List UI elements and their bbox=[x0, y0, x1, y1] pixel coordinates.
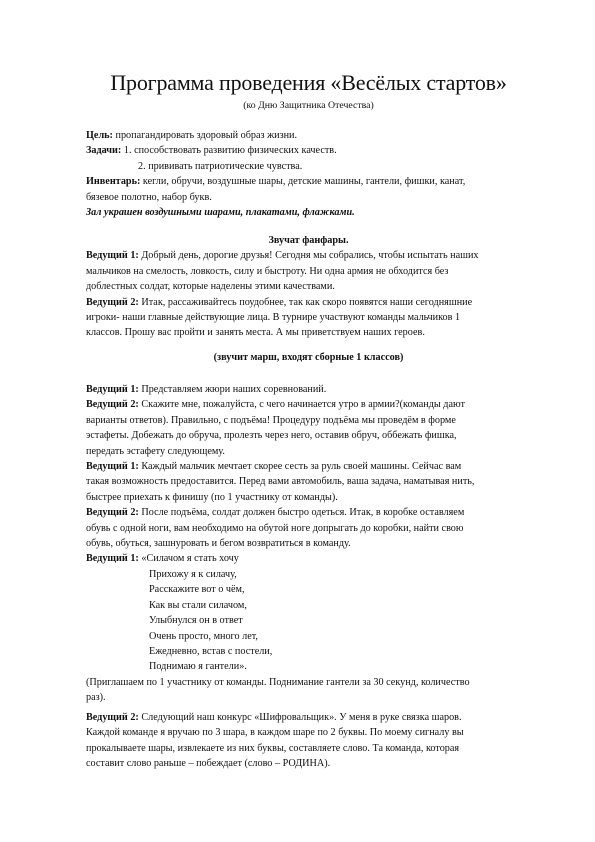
speech-6 bbox=[86, 505, 531, 520]
speech-5 bbox=[86, 459, 531, 474]
hall-note: Зал украшен воздушными шарами, плакатами, флажками. bbox=[86, 207, 355, 219]
fanfare-section bbox=[86, 233, 531, 341]
speech-8-line-4: составит слово раньше – побеждает (слово – РОДИНА). bbox=[86, 758, 331, 770]
host-1-label: Ведущий 1: bbox=[86, 384, 139, 395]
dumbbell-note-line-2: раз). bbox=[86, 692, 106, 704]
speech-1 bbox=[86, 248, 531, 263]
poem-line: Прихожу я к силачу, bbox=[149, 568, 237, 580]
fanfare-heading: Звучат фанфары. bbox=[268, 235, 349, 246]
speech-5-line-1: Каждый мальчик мечтает скорее сесть за руль своей машины. Сейчас вам bbox=[138, 461, 462, 473]
speech-8-line-1: Следующий наш конкурс «Шифровальщик». У меня в руке связка шаров. bbox=[138, 712, 462, 723]
poem-line: Очень просто, много лет, bbox=[149, 630, 258, 642]
tasks-label: Задачи: bbox=[86, 145, 122, 157]
host-1-label: Ведущий 1: bbox=[86, 250, 139, 262]
goal-label: Цель: bbox=[86, 130, 113, 141]
speech-7 bbox=[86, 551, 531, 566]
inventory-text-1: кегли, обручи, воздушные шары, детские машины, гантели, фишки, канат, bbox=[140, 176, 466, 188]
poem-line: Поднимаю я гантели». bbox=[149, 661, 247, 673]
poem-line: Расскажите вот о чём, bbox=[149, 584, 245, 596]
speech-3-text: Представляем жюри наших соревнований. bbox=[138, 384, 327, 395]
document-page bbox=[86, 0, 531, 842]
speech-6-line-2: обувь с одной ноги, вам необходимо на обутой ноге допрыгать до коробки, найти свою bbox=[86, 522, 464, 534]
poem-line: Ежедневно, встав с постели, bbox=[149, 645, 273, 657]
dumbbell-note-line-1: (Приглашаем по 1 участнику от команды. Поднимание гантели за 30 секунд, количество bbox=[86, 676, 470, 688]
goal-line bbox=[86, 128, 531, 143]
speech-4-line-4: передать эстафету следующему. bbox=[86, 445, 225, 457]
speech-5-line-2: такая возможность предоставится. Перед вами автомобиль, ваша задача, наматывая нить, bbox=[86, 476, 475, 488]
poem bbox=[86, 567, 531, 675]
task-2: 2. прививать патриотические чувства. bbox=[138, 160, 303, 172]
inventory-text-2: бязевое полотно, набор букв. bbox=[86, 191, 212, 203]
speech-5-line-3: быстрее приехать к финишу (по 1 участнику от команды). bbox=[86, 491, 338, 503]
speech-2-line-1: Итак, рассаживайтесь поудобнее, так как скоро появятся наши сегодняшние bbox=[138, 296, 473, 308]
speech-8 bbox=[86, 710, 531, 725]
host-2-label: Ведущий 2: bbox=[86, 507, 139, 519]
host-2-label: Ведущий 2: bbox=[86, 712, 139, 723]
speech-6-line-3: обувь, обуться, зашнуровать и бегом возвратиться в команду. bbox=[86, 538, 351, 550]
contests-section bbox=[86, 382, 531, 706]
speech-4-line-1: Скажите мне, пожалуйста, с чего начинается утро в армии?(команды дают bbox=[138, 399, 465, 411]
speech-1-line-2: мальчиков на смелость, ловкость, силу и быстроту. Ни одна армия не обходится без bbox=[86, 265, 449, 277]
tasks-line bbox=[86, 143, 531, 158]
speech-8-line-3: прокалываете шары, извлекаете из них буквы, составляете слово. Та команда, которая bbox=[86, 742, 460, 754]
host-2-label: Ведущий 2: bbox=[86, 399, 139, 411]
poem-line: Улыбнулся он в ответ bbox=[149, 615, 243, 627]
speech-3 bbox=[86, 382, 531, 397]
speech-4-line-3: эстафеты. Добежать до обруча, пролезть через него, оставив обруч, оббежать фишка, bbox=[86, 430, 457, 442]
speech-2 bbox=[86, 295, 531, 310]
intro-section bbox=[86, 128, 531, 220]
poem-line: Как вы стали силачом, bbox=[149, 599, 247, 611]
speech-1-line-1: Добрый день, дорогие друзья! Сегодня мы собрались, чтобы испытать наших bbox=[138, 250, 479, 262]
march-section bbox=[86, 350, 531, 365]
host-2-label: Ведущий 2: bbox=[86, 296, 139, 308]
speech-4 bbox=[86, 397, 531, 412]
host-1-label: Ведущий 1: bbox=[86, 553, 139, 565]
goal-text: пропагандировать здоровый образ жизни. bbox=[112, 130, 298, 141]
inventory-label: Инвентарь: bbox=[86, 176, 141, 188]
document-title: Программа проведения «Весёлых стартов» bbox=[110, 70, 507, 95]
poem-first-line: «Силачом я стать хочу bbox=[138, 553, 239, 565]
speech-8-line-2: Каждой команде я вручаю по 3 шара, в каждом шаре по 2 буквы. По моему сигналу вы bbox=[86, 727, 464, 739]
speech-4-line-2: варианты ответов). Правильно, с подъёма! Процедуру подъёма мы проведём в форме bbox=[86, 414, 456, 426]
document-subtitle: (ко Дню Защитника Отечества) bbox=[243, 100, 374, 111]
march-heading: (звучит марш, входят сборные 1 классов) bbox=[213, 352, 404, 363]
inventory-line bbox=[86, 174, 531, 189]
speech-6-line-1: После подъёма, солдат должен быстро одеться. Итак, в коробке оставляем bbox=[138, 507, 465, 519]
cipher-section bbox=[86, 710, 531, 772]
speech-2-line-2: игроки- наши главные действующие лица. В турнире участвуют команды мальчиков 1 bbox=[86, 312, 461, 324]
speech-2-line-3: классов. Прошу вас пройти и занять места. А мы приветствуем наших героев. bbox=[86, 327, 425, 339]
host-1-label: Ведущий 1: bbox=[86, 461, 139, 473]
task-1: 1. способствовать развитию физических качеств. bbox=[121, 145, 337, 157]
speech-1-line-3: доблестных солдат, которые наделены этими качествами. bbox=[86, 281, 335, 293]
